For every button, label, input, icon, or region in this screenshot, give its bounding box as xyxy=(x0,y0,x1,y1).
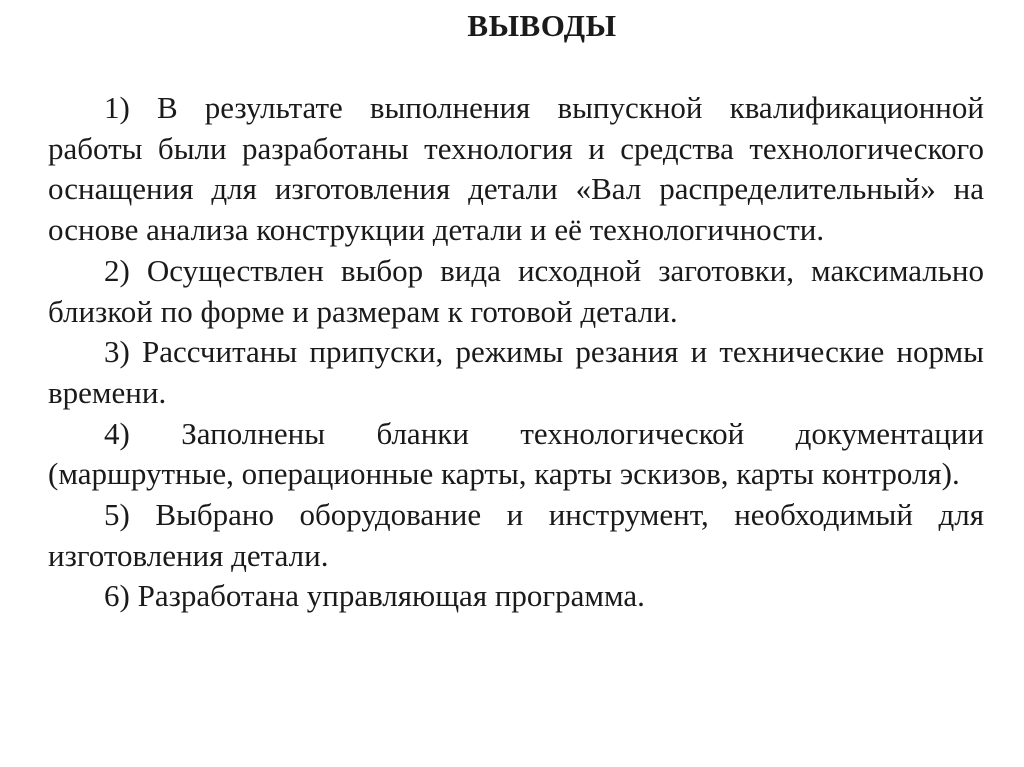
conclusion-item-3: 3) Рассчитаны припуски, режимы резания и технические нормы времени. xyxy=(48,334,984,410)
conclusion-item-5: 5) Выбрано оборудование и инструмент, необходимый для изготовления детали. xyxy=(48,497,984,573)
conclusion-item-2: 2) Осуществлен выбор вида исходной заготовки, максимально близкой по форме и размерам к готовой детали. xyxy=(48,252,984,329)
conclusion-item-1: 1) В результате выполнения выпускной квалификационной работы были разработаны технология и средства технологического оснащения для изготовления детали «Вал распределительный» на основе анализа конструкции детали и её технологичности. xyxy=(48,90,984,248)
slide-title: ВЫВОДЫ xyxy=(467,8,617,43)
conclusion-item-6: 6) Разработана управляющая программа. xyxy=(104,578,645,614)
conclusion-item-4: 4) Заполнены бланки технологической документации (маршрутные, операционные карты, карты эскизов, карты контроля). xyxy=(48,415,984,492)
conclusions-list xyxy=(48,88,984,617)
